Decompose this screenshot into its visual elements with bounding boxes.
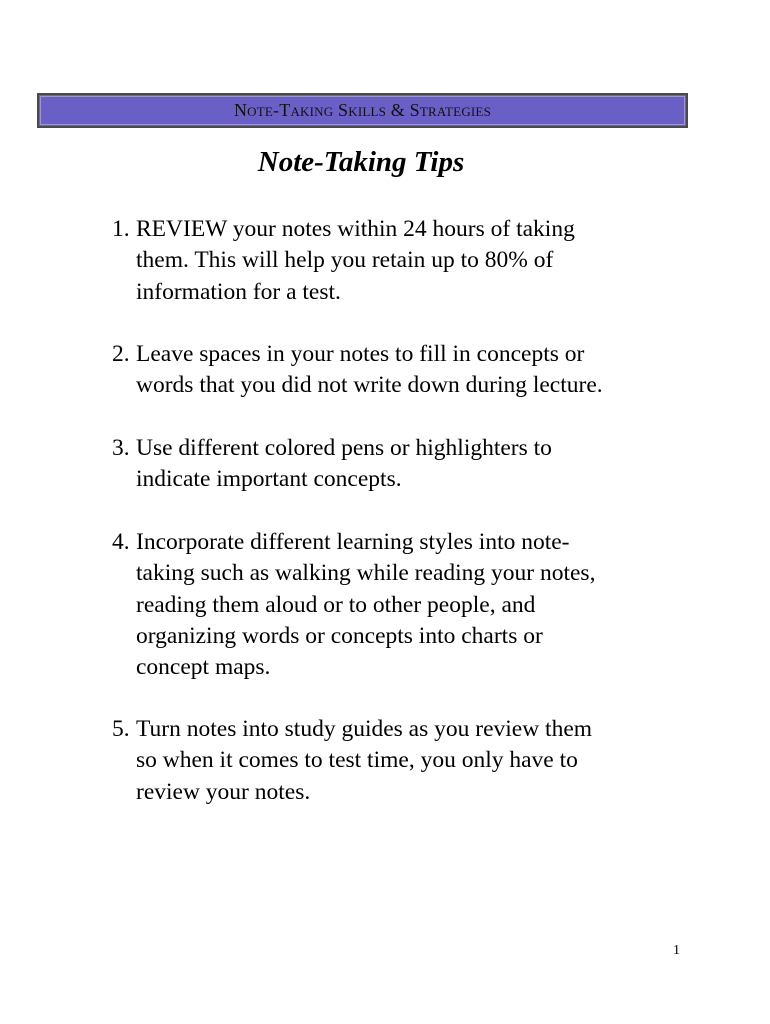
tip-line: Leave spaces in your notes to fill in concepts or	[136, 341, 585, 367]
tip-line: concept maps.	[136, 654, 271, 681]
tip-line: taking such as walking while reading your notes,	[136, 560, 596, 587]
section-header-label: Note-Taking Skills & Strategies	[233, 100, 492, 120]
tip-item-5	[112, 714, 672, 808]
tip-line: information for a test.	[136, 278, 341, 305]
tip-line: reading them aloud or to other people, and	[136, 591, 536, 618]
tip-line: words that you did not write down during lecture.	[136, 372, 603, 399]
tip-line: REVIEW your notes within 24 hours of taking	[136, 216, 575, 242]
tip-item-4	[112, 527, 672, 683]
tip-number: 3.	[112, 435, 130, 461]
tip-line: organizing words or concepts into charts or	[136, 622, 543, 649]
tip-line: so when it comes to test time, you only have to	[136, 747, 578, 774]
tip-item-1	[112, 214, 672, 308]
tip-line: them. This will help you retain up to 80% of	[136, 247, 554, 274]
tip-line: Use different colored pens or highlighters to	[136, 435, 552, 461]
tip-number: 2.	[112, 341, 130, 367]
tip-line: review your notes.	[136, 778, 311, 805]
tip-line: Incorporate different learning styles into note-	[136, 529, 570, 555]
tip-item-2	[112, 339, 672, 402]
tip-line: indicate important concepts.	[136, 466, 402, 493]
page-number: 1	[673, 943, 680, 958]
tip-number: 4.	[112, 529, 130, 555]
tip-item-3	[112, 433, 672, 496]
tip-number: 5.	[112, 716, 130, 742]
tip-number: 1.	[112, 216, 130, 242]
tip-line: Turn notes into study guides as you review them	[136, 716, 593, 742]
document-title: Note-Taking Tips	[257, 146, 465, 178]
